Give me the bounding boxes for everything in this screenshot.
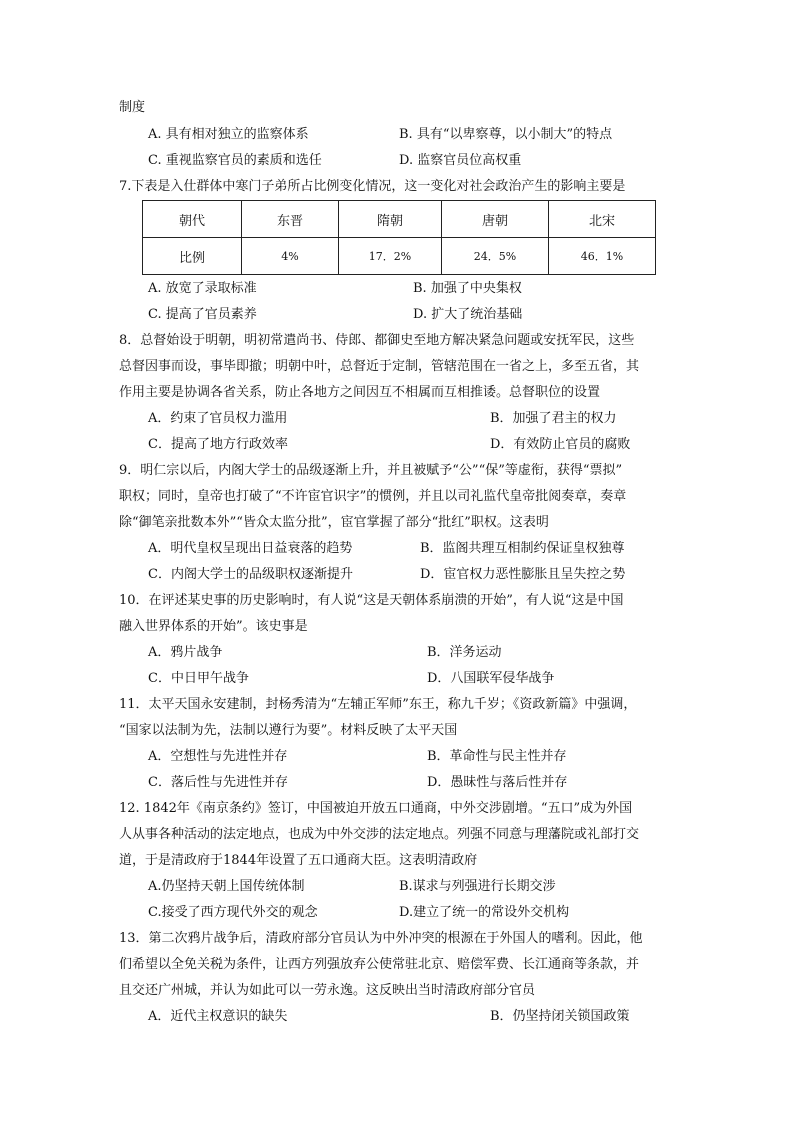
- table-cell: 东晋: [242, 201, 339, 238]
- q6-option-c: C. 重视监察官员的素质和选任: [148, 153, 322, 168]
- table-cell: 隋朝: [339, 201, 442, 238]
- q11-option-d: D．愚昧性与落后性并存: [427, 775, 568, 790]
- q9-option-c: C．内阁大学士的品级职权逐渐提升: [148, 567, 353, 582]
- q9-stem-line: 除“御笔亲批数本外”“皆众太监分批”，宦官掌握了部分“批红”职权。这表明: [119, 515, 549, 530]
- table-cell: 24．5%: [442, 238, 549, 275]
- q8-stem-line: 作用主要是协调各省关系，防止各地方之间因互不相属而互相推诿。总督职位的设置: [119, 385, 601, 400]
- q12-stem-line: 人从事各种活动的法定地点，也成为中外交涉的法定地点。列强不同意与理藩院或礼部打交: [119, 827, 640, 842]
- q9-option-a: A．明代皇权呈现出日益衰落的趋势: [148, 541, 353, 556]
- table-row: [143, 238, 656, 275]
- q7-table: [142, 200, 656, 275]
- table-cell: 46．1%: [549, 238, 656, 275]
- q9-stem-line: 9．明仁宗以后，内阁大学士的品级逐渐上升，并且被赋予“公”“保”等虚衔，获得“票拟”: [119, 463, 623, 478]
- q13-option-b: B．仍坚持闭关锁国政策: [490, 1009, 630, 1024]
- q13-stem-line: 且交还广州城，并认为如此可以一劳永逸。这反映出当时清政府部分官员: [119, 983, 536, 998]
- q7-option-a: A. 放宽了录取标准: [148, 281, 257, 296]
- q10-option-d: D．八国联军侵华战争: [427, 671, 555, 686]
- q12-option-b: B.谋求与列强进行长期交涉: [399, 879, 556, 894]
- q11-option-c: C．落后性与先进性并存: [148, 775, 288, 790]
- table-cell: 北宋: [549, 201, 656, 238]
- q8-option-c: C．提高了地方行政效率: [148, 437, 288, 452]
- q12-option-c: C.接受了西方现代外交的观念: [148, 905, 318, 920]
- q10-stem-line: 10．在评述某史事的历史影响时，有人说“这是天朝体系崩溃的开始”，有人说“这是中国: [119, 593, 624, 608]
- q9-stem-line: 职权；同时，皇帝也打破了“不许宦官识字”的惯例，并且以司礼监代皇帝批阅奏章，奏章: [119, 489, 627, 504]
- q12-option-d: D.建立了统一的常设外交机构: [399, 905, 570, 920]
- q7-option-d: D. 扩大了统治基础: [413, 307, 523, 322]
- q7-option-c: C. 提高了官员素养: [148, 307, 257, 322]
- q8-option-a: A．约束了官员权力滥用: [148, 411, 288, 426]
- q12-stem-line: 道，于是清政府于1844年设置了五口通商大臣。这表明清政府: [119, 853, 478, 868]
- q12-option-a: A.仍坚持天朝上国传统体制: [148, 879, 305, 894]
- table-cell: 4%: [242, 238, 339, 275]
- table-cell: 朝代: [143, 201, 242, 238]
- q13-stem-line: 13．第二次鸦片战争后，清政府部分官员认为中外冲突的根源在于外国人的嗜利。因此，他: [119, 931, 643, 946]
- q7-stem: 7.下表是入仕群体中寒门子弟所占比例变化情况，这一变化对社会政治产生的影响主要是: [119, 179, 626, 194]
- table-cell: 比例: [143, 238, 242, 275]
- q10-option-b: B．洋务运动: [427, 645, 502, 660]
- q9-option-d: D．宦官权力恶性膨胀且呈失控之势: [420, 567, 626, 582]
- table-cell: 17．2%: [339, 238, 442, 275]
- q11-stem-line: 11．太平天国永安建制，封杨秀清为“左辅正军师”东王，称九千岁；《资政新篇》中强调，: [119, 697, 637, 712]
- q12-stem-line: 12. 1842年《南京条约》签订，中国被迫开放五口通商，中外交涉剧增。“五口”成为外国: [119, 801, 633, 816]
- q8-stem-line: 8．总督始设于明朝，明初常遣尚书、侍郎、都御史至地方解决紧急问题或安抚军民，这些: [119, 333, 635, 348]
- table-row: [143, 201, 656, 238]
- q11-option-a: A．空想性与先进性并存: [148, 749, 288, 764]
- q6-stem-tail: 制度: [119, 100, 146, 115]
- q6-option-d: D. 监察官员位高权重: [399, 153, 522, 168]
- q13-option-a: A．近代主权意识的缺失: [148, 1009, 288, 1024]
- q8-option-d: D．有效防止官员的腐败: [490, 437, 631, 452]
- q13-stem-line: 们希望以全免关税为条件，让西方列强放弃公使常驻北京、赔偿军费、长江通商等条款，并: [119, 957, 640, 972]
- q9-option-b: B．监阁共理互相制约保证皇权独尊: [420, 541, 625, 556]
- q6-option-a: A. 具有相对独立的监察体系: [148, 127, 309, 142]
- q7-option-b: B. 加强了中央集权: [413, 281, 522, 296]
- q10-option-a: A．鸦片战争: [148, 645, 223, 660]
- q10-stem-line: 融入世界体系的开始”。该史事是: [119, 619, 308, 634]
- q8-stem-line: 总督因事而设，事毕即撤；明朝中叶，总督近于定制，管辖范围在一省之上，多至五省，其: [119, 359, 640, 374]
- q8-option-b: B．加强了君主的权力: [490, 411, 617, 426]
- q11-stem-line: “国家以法制为先，法制以遵行为要”。材料反映了太平天国: [119, 723, 458, 738]
- q6-option-b: B. 具有“以卑察尊，以小制大”的特点: [399, 127, 613, 142]
- q11-option-b: B．革命性与民主性并存: [427, 749, 567, 764]
- table-cell: 唐朝: [442, 201, 549, 238]
- q10-option-c: C．中日甲午战争: [148, 671, 249, 686]
